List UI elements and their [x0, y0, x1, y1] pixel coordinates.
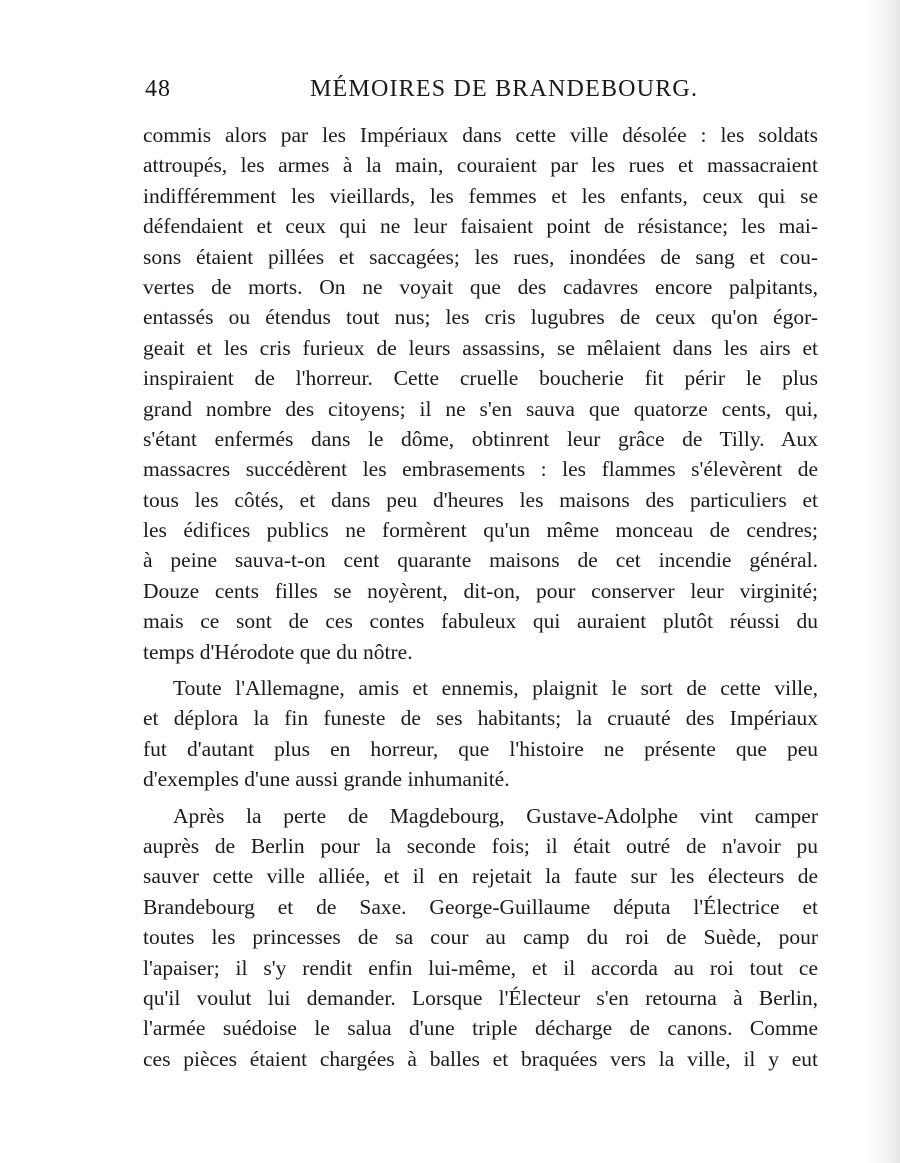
text-line: sauver cette ville alliée, et il en rejetait la faute sur les électeurs de: [143, 864, 818, 889]
text-line: à peine sauva-t-on cent quarante maisons de cet incendie général.: [143, 548, 818, 573]
text-line: indifféremment les vieillards, les femmes et les enfants, ceux qui se: [143, 183, 818, 208]
text-line: Brandebourg et de Saxe. George-Guillaume députa l'Électrice et: [143, 894, 818, 919]
text-line: mais ce sont de ces contes fabuleux qui auraient plutôt réussi du: [143, 609, 818, 634]
text-line: l'apaiser; il s'y rendit enfin lui-même, et il accorda au roi tout ce: [143, 955, 818, 980]
paragraph: [143, 673, 818, 795]
text-line: geait et les cris furieux de leurs assassins, se mêlaient dans les airs et: [143, 335, 818, 360]
text-line: l'armée suédoise le salua d'une triple décharge de canons. Comme: [143, 1016, 818, 1041]
text-line: ces pièces étaient chargées à balles et braquées vers la ville, il y eut: [143, 1046, 818, 1071]
text-line: et déplora la fin funeste de ses habitants; la cruauté des Impériaux: [143, 706, 818, 731]
text-line: les édifices publics ne formèrent qu'un même monceau de cendres;: [143, 518, 818, 543]
text-line: toutes les princesses de sa cour au camp du roi de Suède, pour: [143, 925, 818, 950]
page-number: 48: [145, 76, 171, 102]
text-line: temps d'Hérodote que du nôtre.: [143, 639, 413, 664]
text-line: auprès de Berlin pour la seconde fois; il était outré de n'avoir pu: [143, 833, 818, 858]
body-text: [143, 120, 818, 1074]
text-line: sons étaient pillées et saccagées; les rues, inondées de sang et cou-: [143, 244, 818, 269]
text-line: défendaient et ceux qui ne leur faisaient point de résistance; les mai-: [143, 214, 818, 239]
running-head: [145, 76, 817, 108]
text-line: attroupés, les armes à la main, couraient par les rues et massacraient: [143, 153, 818, 178]
text-line: Après la perte de Magdebourg, Gustave-Adolphe vint camper: [173, 803, 818, 828]
text-line: qu'il voulut lui demander. Lorsque l'Électeur s'en retourna à Berlin,: [143, 985, 818, 1010]
text-line: s'étant enfermés dans le dôme, obtinrent leur grâce de Tilly. Aux: [143, 426, 818, 451]
text-line: vertes de morts. On ne voyait que des cadavres encore palpitants,: [143, 274, 818, 299]
text-line: inspiraient de l'horreur. Cette cruelle boucherie fit périr le plus: [143, 366, 818, 391]
text-line: massacres succédèrent les embrasements : les flammes s'élevèrent de: [143, 457, 818, 482]
text-line: grand nombre des citoyens; il ne s'en sauva que quatorze cents, qui,: [143, 396, 818, 421]
text-line: tous les côtés, et dans peu d'heures les maisons des particuliers et: [143, 487, 818, 512]
running-title: MÉMOIRES DE BRANDEBOURG.: [310, 76, 699, 102]
text-line: entassés ou étendus tout nus; les cris lugubres de ceux qu'on égor-: [143, 305, 818, 330]
text-line: Toute l'Allemagne, amis et ennemis, plaignit le sort de cette ville,: [173, 676, 818, 701]
text-line: Douze cents filles se noyèrent, dit-on, pour conserver leur virginité;: [143, 578, 818, 603]
text-line: commis alors par les Impériaux dans cette ville désolée : les soldats: [143, 123, 818, 147]
paragraph: [143, 120, 818, 667]
paragraph: [143, 801, 818, 1075]
text-line: fut d'autant plus en horreur, que l'histoire ne présente que peu: [143, 736, 818, 761]
text-line: d'exemples d'une aussi grande inhumanité.: [143, 767, 510, 792]
